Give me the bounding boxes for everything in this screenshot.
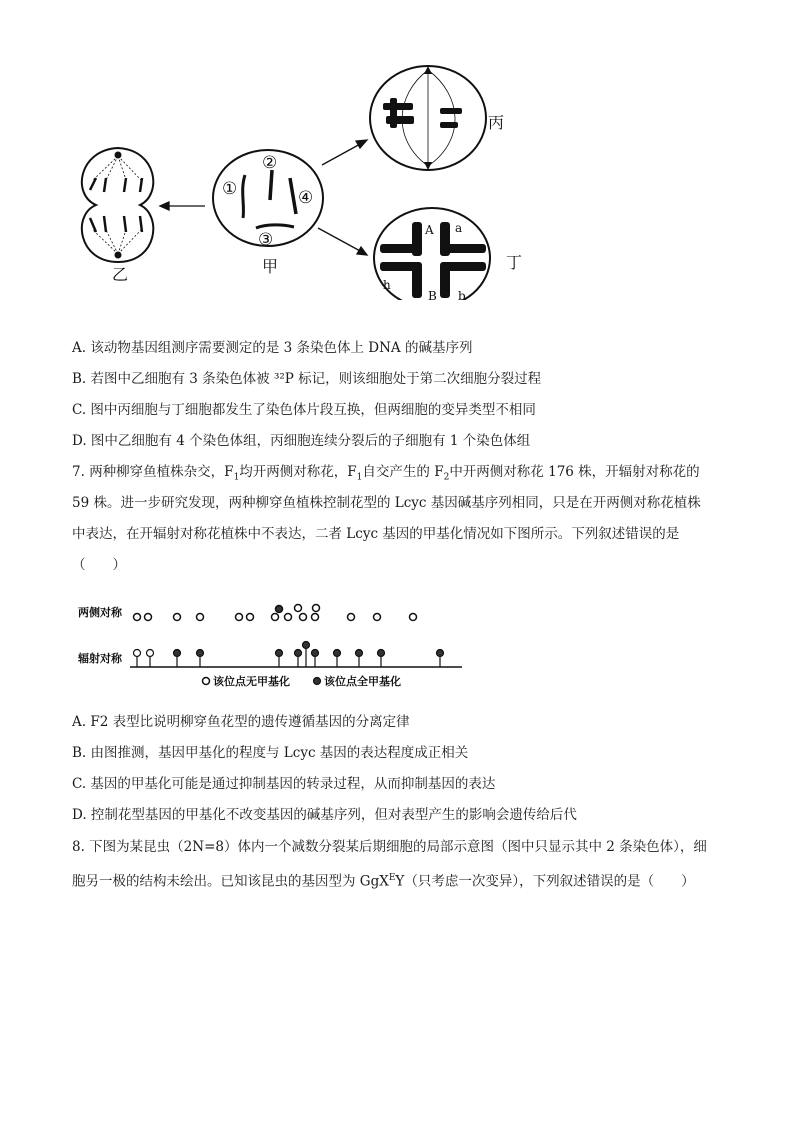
row-radial-label: 辐射对称 [78, 652, 122, 665]
label-circle-3: ③ [258, 230, 274, 250]
label-b: b [458, 289, 466, 300]
row-bilateral-label: 两侧对称 [78, 606, 122, 619]
q7-option-c: C. 基因的甲基化可能是通过抑制基因的转录过程，从而抑制基因的表达 [72, 776, 496, 792]
legend-unmethylated: 该位点无甲基化 [213, 675, 290, 688]
methylation-figure [70, 596, 470, 696]
arrow-jia-to-bing [322, 140, 367, 165]
q6-option-c: C. 图中丙细胞与丁细胞都发生了染色体片段互换，但两细胞的变异类型不相同 [72, 402, 536, 418]
q7-stem-line3: 中表达，在开辐射对称花植株中不表达，二者 Lcyc 基因的甲基化情况如下图所示。下列叙述错误的是 [72, 526, 680, 542]
q7-number: 7. [72, 464, 85, 480]
q7-text: 自交产生的 F [362, 464, 444, 480]
q7-text: 中开两侧对称花 176 株，开辐射对称花的 [449, 464, 700, 480]
q8-stem-line1: 8. 下图为某昆虫（2N=8）体内一个减数分裂某后期细胞的局部示意图（图中只显示其中 2 条染色体），细 [72, 839, 707, 855]
label-circle-1: ① [222, 179, 238, 199]
label-B: B [428, 289, 437, 300]
arrow-jia-to-ding [318, 228, 367, 255]
q7-stem-line2: 59 株。进一步研究发现，两种柳穿鱼植株控制花型的 Lcyc 基因碱基序列相同，只是在开两侧对称花植株 [72, 495, 701, 511]
label-h: h [383, 278, 391, 292]
label-H: H [383, 242, 394, 256]
legend-methylated: 该位点全甲基化 [324, 675, 401, 688]
q7-subscript: 1 [356, 472, 363, 483]
q6-option-d: D. 图中乙细胞有 4 个染色体组，丙细胞连续分裂后的子细胞有 1 个染色体组 [72, 433, 531, 449]
open-circle-icon [203, 678, 210, 685]
label-circle-4: ④ [298, 188, 314, 208]
label-ding: 丁 [506, 253, 523, 272]
cell-yi [82, 148, 153, 262]
q8-text: Y（只考虑一次变异），下列叙述错误的是（ ） [395, 873, 695, 890]
q7-option-d: D. 控制花型基因的甲基化不改变基因的碱基序列，但对表型产生的影响会遗传给后代 [72, 807, 577, 823]
methylation-legend [203, 674, 402, 688]
q7-stem-line1 [72, 463, 700, 487]
cell-division-figure [0, 0, 794, 300]
q7-option-b: B. 由图推测，基因甲基化的程度与 Lcyc 基因的表达程度成正相关 [72, 745, 469, 761]
label-A: A [425, 223, 434, 237]
q7-text: 两种柳穿鱼植株杂交，F [89, 464, 234, 480]
row-bilateral-sites [134, 605, 417, 621]
label-yi: 乙 [112, 265, 129, 284]
q7-subscript: 2 [443, 472, 450, 483]
q8-text: 胞另一极的结构未绘出。已知该昆虫的基因型为 GgX [72, 873, 389, 890]
q7-option-a: A. F2 表型比说明柳穿鱼花型的遗传遵循基因的分离定律 [72, 714, 410, 730]
arrow-jia-to-yi [160, 202, 205, 210]
q6-option-b: B. 若图中乙细胞有 3 条染色体被 ³²P 标记，则该细胞处于第二次细胞分裂过程 [72, 371, 542, 387]
q6-option-a: A. 该动物基因组测序需要测定的是 3 条染色体上 DNA 的碱基序列 [72, 340, 473, 356]
filled-circle-icon [314, 678, 321, 685]
q8-stem-line2 [72, 869, 695, 891]
q8-superscript: E [388, 873, 396, 883]
label-jia: 甲 [262, 257, 279, 276]
row-radial-sites [134, 642, 444, 668]
cell-bing [370, 66, 486, 170]
label-a: a [455, 221, 463, 235]
label-bing: 丙 [488, 113, 505, 132]
label-circle-2: ② [262, 153, 278, 173]
q7-answer-paren: （ ） [72, 557, 126, 573]
q7-text: 均开两侧对称花，F [239, 464, 357, 480]
q7-subscript: 1 [233, 472, 240, 483]
